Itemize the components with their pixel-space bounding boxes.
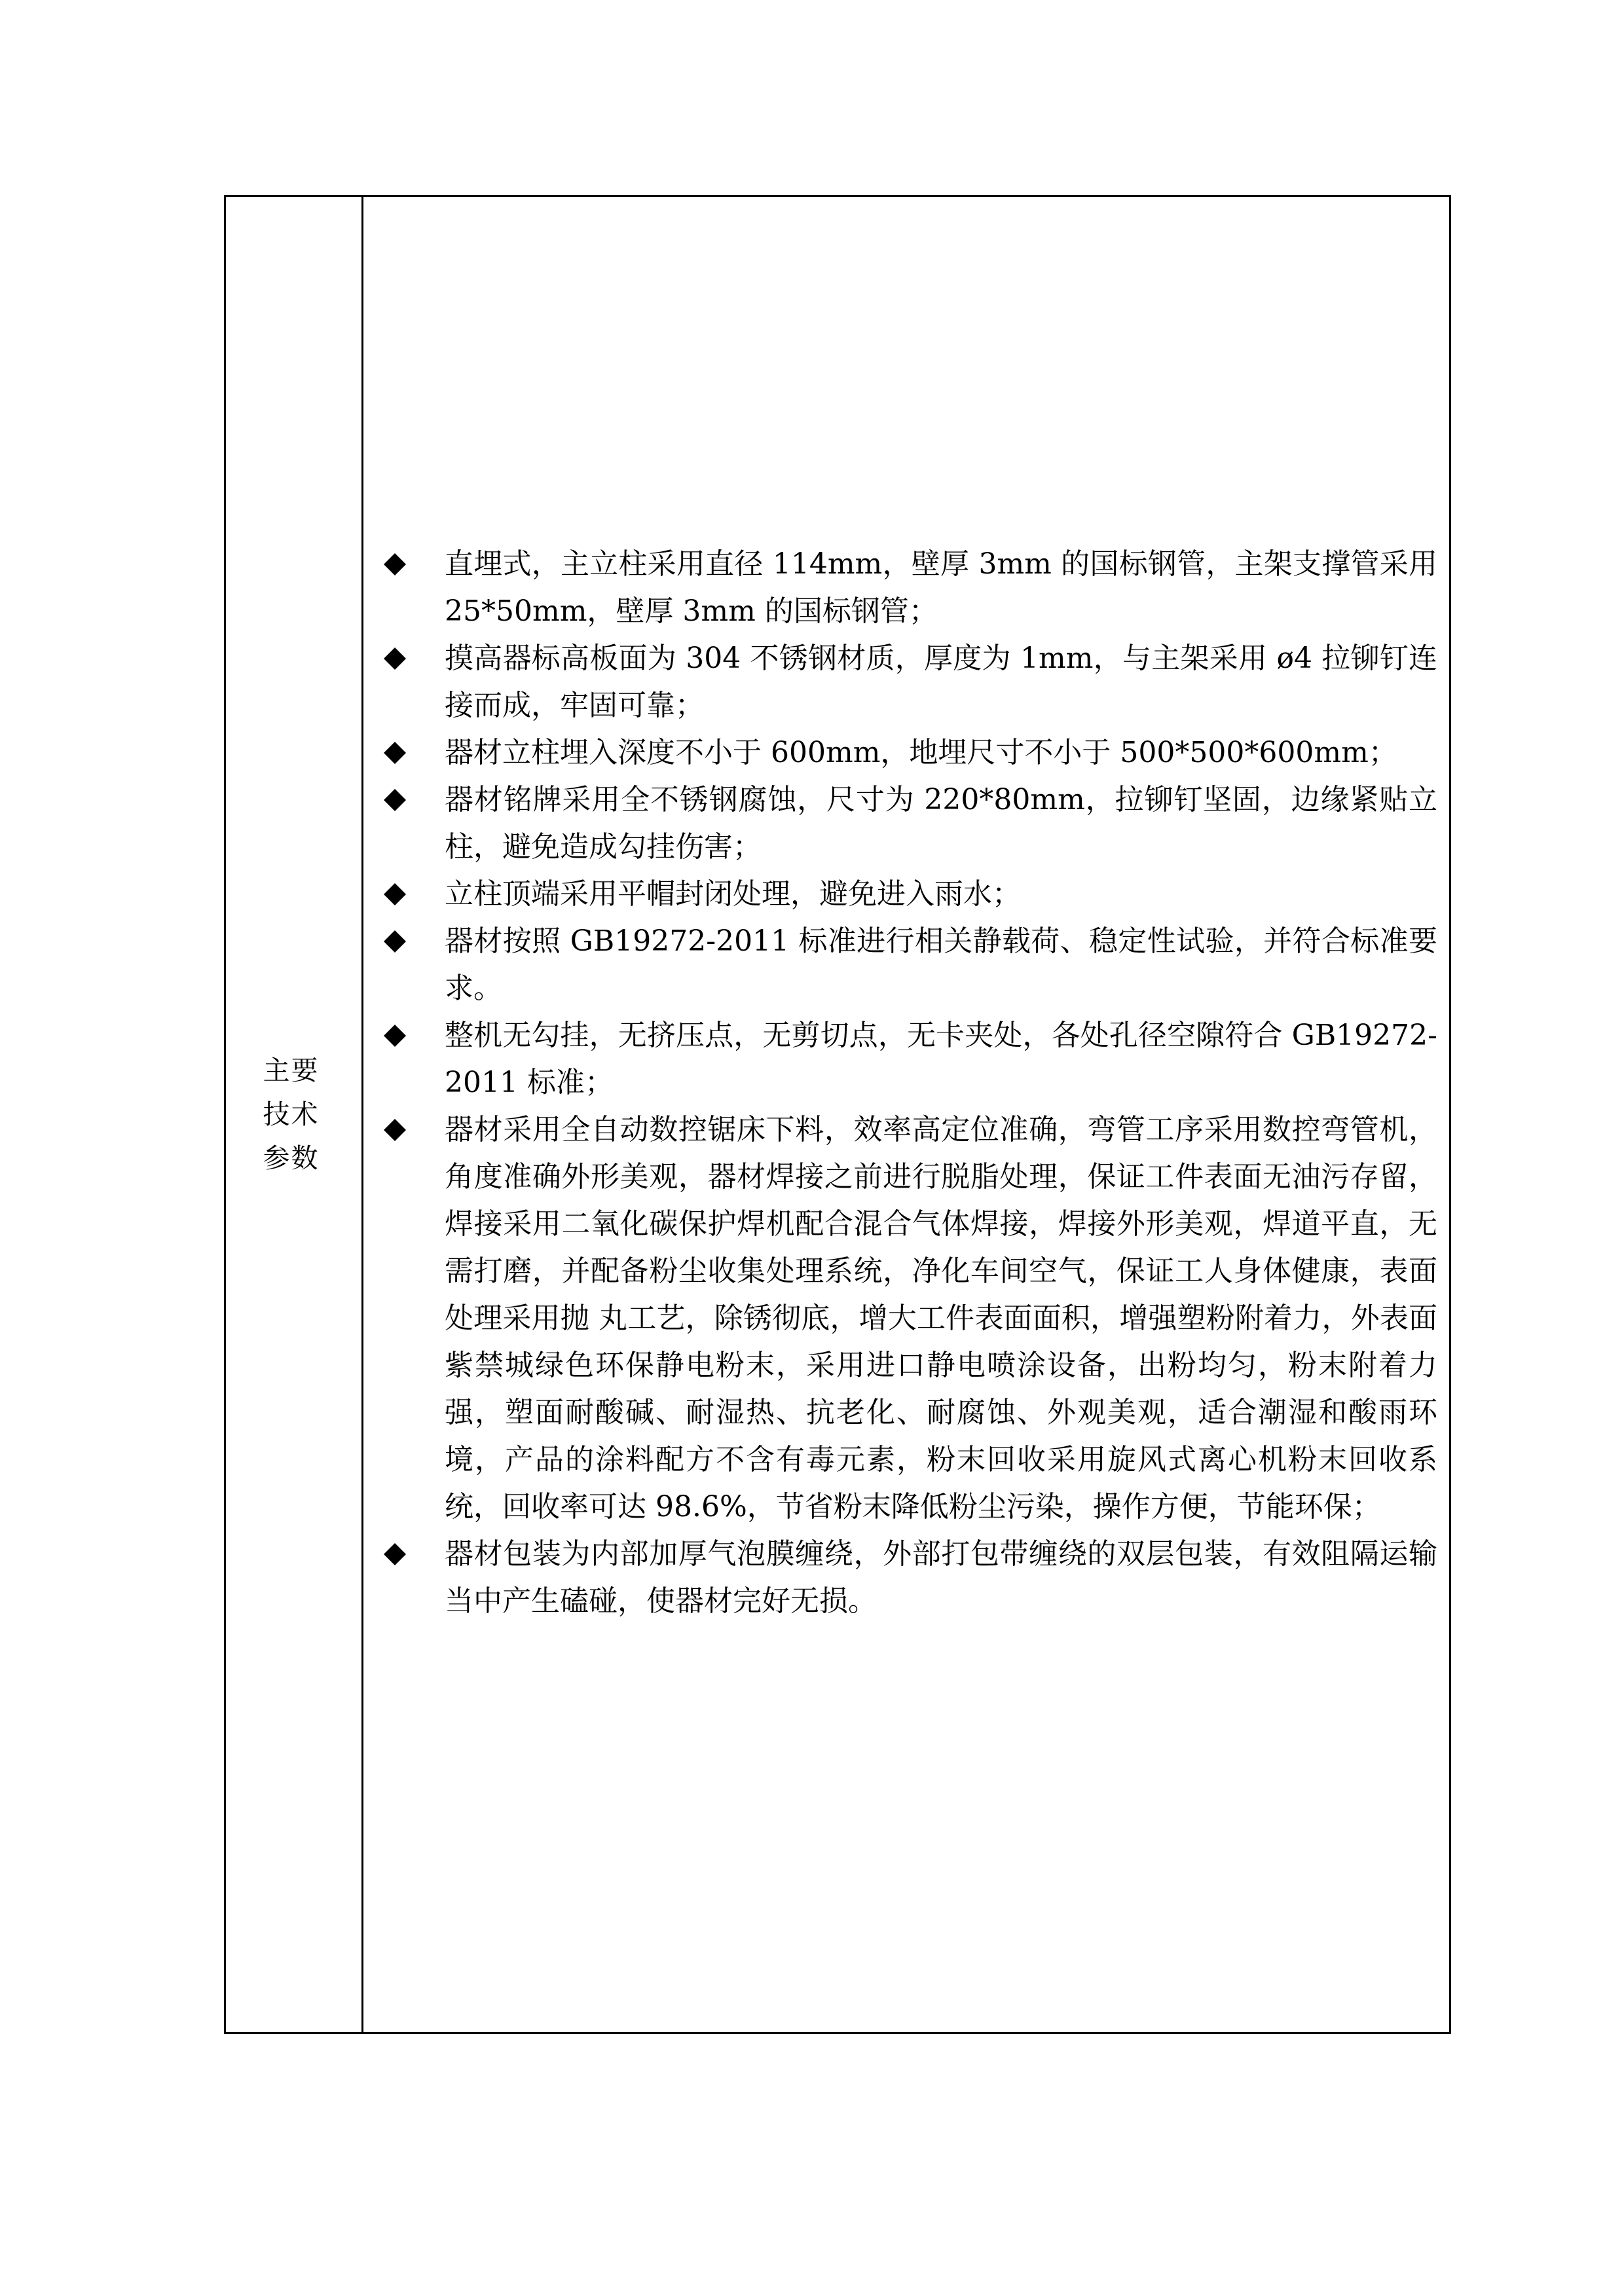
spec-item-text: 立柱顶端采用平帽封闭处理，避免进入雨水； bbox=[445, 877, 1021, 911]
spec-item-text: 整机无勾挂，无挤压点，无剪切点，无卡夹处，各处孔径空隙符合 GB19272-2011 标准； bbox=[445, 1019, 1437, 1099]
spec-item-text: 器材按照 GB19272-2011 标准进行相关静载荷、稳定性试验，并符合标准要求。 bbox=[445, 924, 1437, 1005]
spec-item-text: 直埋式，主立柱采用直径 114mm，壁厚 3mm 的国标钢管，主架支撑管采用 25*50mm，壁厚 3mm 的国标钢管； bbox=[445, 547, 1437, 628]
diamond-bullet-icon bbox=[383, 1106, 445, 1154]
spec-item bbox=[383, 1106, 1437, 1531]
spec-item bbox=[383, 729, 1437, 776]
diamond-bullet-icon bbox=[383, 635, 445, 682]
spec-item bbox=[383, 1531, 1437, 1625]
diamond-bullet-icon bbox=[383, 541, 445, 588]
diamond-bullet-icon bbox=[383, 1531, 445, 1578]
diamond-bullet-icon bbox=[383, 776, 445, 824]
diamond-bullet-icon bbox=[383, 729, 445, 776]
spec-item-text: 摸高器标高板面为 304 不锈钢材质，厚度为 1mm，与主架采用 ø4 拉铆钉连接而成，牢固可靠； bbox=[445, 642, 1437, 722]
spec-item bbox=[383, 635, 1437, 729]
spec-item bbox=[383, 871, 1437, 918]
spec-item bbox=[383, 776, 1437, 871]
diamond-bullet-icon bbox=[383, 871, 445, 918]
spec-table bbox=[224, 195, 1451, 2034]
label-cell bbox=[226, 197, 363, 2032]
spec-item bbox=[383, 541, 1437, 635]
spec-item-text: 器材铭牌采用全不锈钢腐蚀，尺寸为 220*80mm，拉铆钉坚固，边缘紧贴立柱，避免造成勾挂伤害； bbox=[445, 783, 1437, 864]
row-label: 主要技术参数 bbox=[263, 1055, 320, 1174]
diamond-bullet-icon bbox=[383, 1012, 445, 1059]
spec-item-text: 器材立柱埋入深度不小于 600mm，地埋尺寸不小于 500*500*600mm； bbox=[445, 736, 1397, 769]
spec-item bbox=[383, 918, 1437, 1012]
spec-item-text: 器材采用全自动数控锯床下料，效率高定位准确，弯管工序采用数控弯管机，角度准确外形美观，器材焊接之前进行脱脂处理，保证工件表面无油污存留，焊接采用二氧化碳保护焊机配合混合气体焊接，焊接外形美观，焊道平直，无需打磨，并配备粉尘收集处理系统，净化车间空气，保证工人身体健康，表面处理采用抛 丸工艺，除锈彻底，增大工件表面面积，增强塑粉附着力，外表面紫禁城绿色环保静电粉末，采用进口静电喷涂设备，出粉均匀，粉末附着力强，塑面耐酸碱、耐湿热、抗老化、耐腐蚀、外观美观，适合潮湿和酸雨环境，产品的涂料配方不含有毒元素，粉末回收采用旋风式离心机粉末回收系统，回收率可达 98.6%，节省粉末降低粉尘污染，操作方便，节能环保； bbox=[445, 1113, 1437, 1523]
content-cell bbox=[363, 197, 1449, 2032]
spec-item-text: 器材包装为内部加厚气泡膜缠绕，外部打包带缠绕的双层包装，有效阻隔运输当中产生磕碰，使器材完好无损。 bbox=[445, 1537, 1437, 1618]
diamond-bullet-icon bbox=[383, 918, 445, 965]
spec-item bbox=[383, 1012, 1437, 1106]
spec-bullet-list bbox=[383, 541, 1437, 1625]
